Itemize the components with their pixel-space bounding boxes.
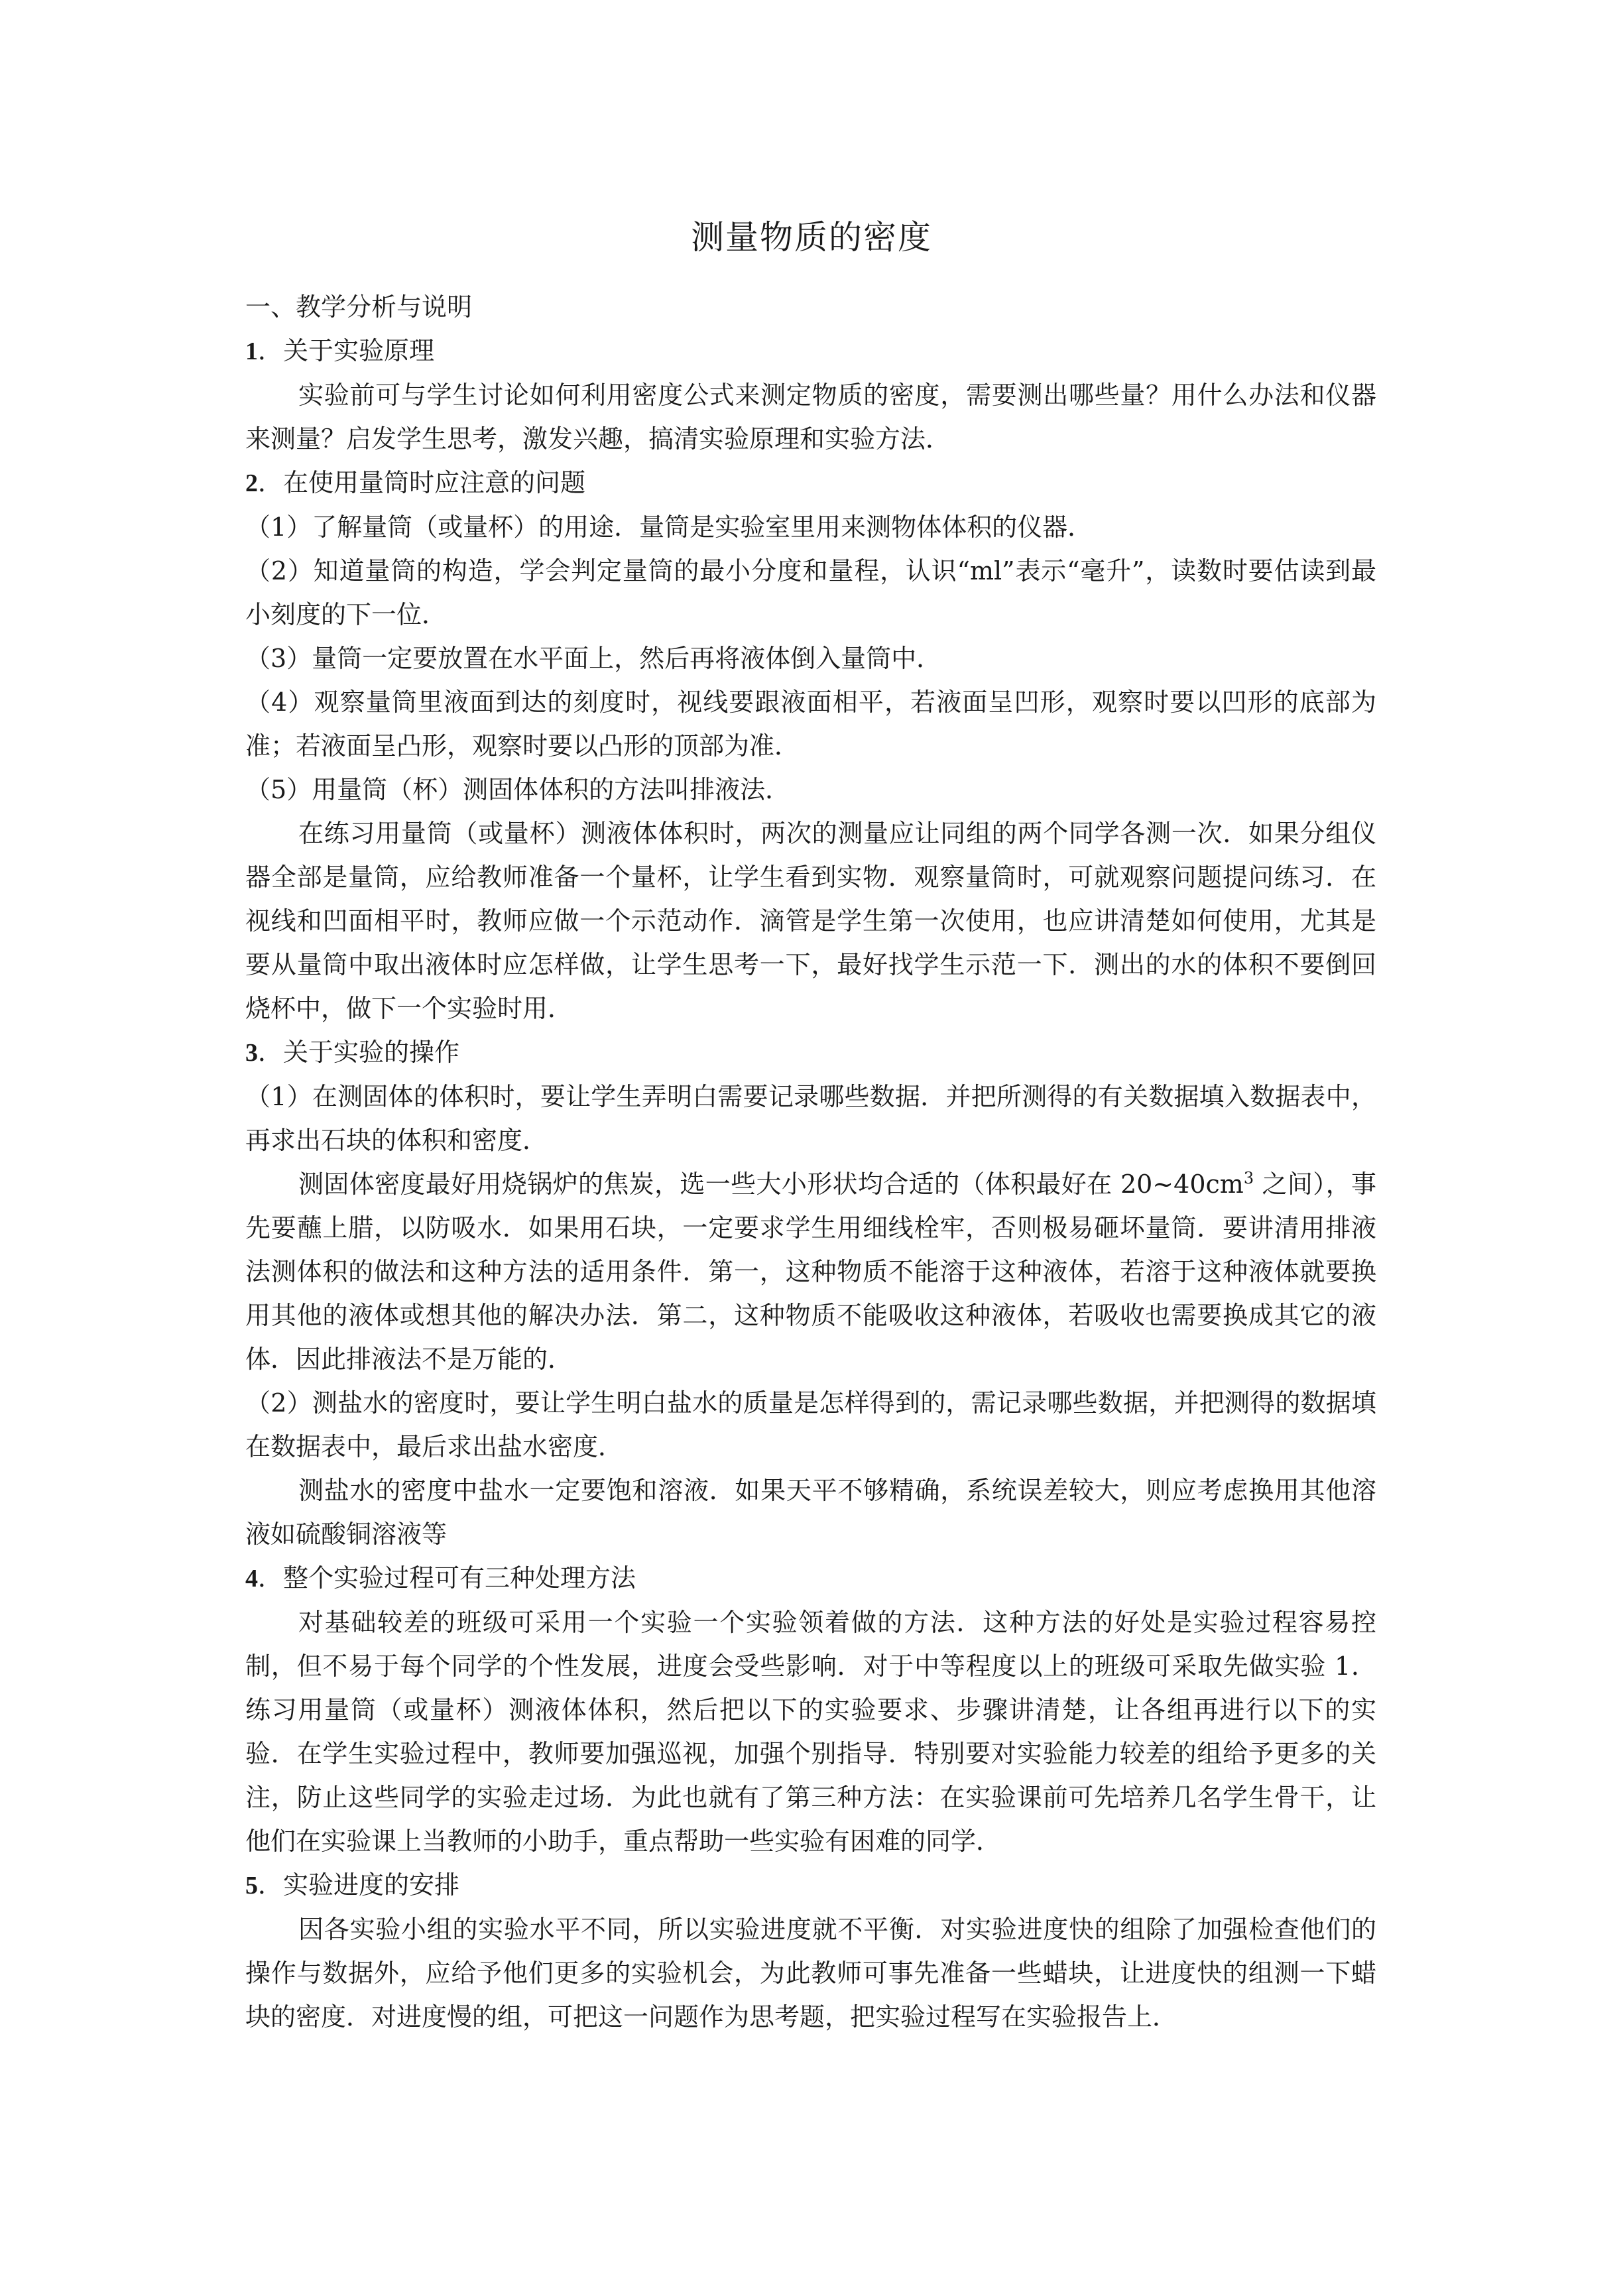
- document-body: [245, 285, 1376, 2039]
- subsection-title: ．关于实验原理: [258, 336, 435, 365]
- list-item: （1）了解量筒（或量杯）的用途．量筒是实验室里用来测物体体积的仪器．: [245, 513, 1093, 542]
- paragraph: 测盐水的密度中盐水一定要饱和溶液．如果天平不够精确，系统误差较大，则应考虑换用其他溶液如硫酸铜溶液等: [245, 1476, 1376, 1549]
- paragraph-text: 测固体密度最好用烧锅炉的焦炭，选一些大小形状均合适的（体积最好在 20~40cm: [298, 1170, 1244, 1199]
- subsection-heading-4: [245, 1556, 1376, 1601]
- paragraph-text: 之间），事先要蘸上腊，以防吸水．如果用石块，一定要求学生用细线栓牢，否则极易砸坏量筒．要讲清用排液法测体积的做法和这种方法的适用条件．第一，这种物质不能溶于这种液体，若溶于这种液体就要换用其他的液体或想其他的解决办法．第二，这种物质不能吸收这种液体，若吸收也需要换成其它的液体．因此排液法不是万能的．: [245, 1170, 1376, 1374]
- list-item: （4）观察量筒里液面到达的刻度时，视线要跟液面相平，若液面呈凹形，观察时要以凹形的底部为准；若液面呈凸形，观察时要以凸形的顶部为准．: [245, 688, 1376, 760]
- paragraph: 对基础较差的班级可采用一个实验一个实验领着做的方法．这种方法的好处是实验过程容易控制，但不易于每个同学的个性发展，进度会受些影响．对于中等程度以上的班级可采取先做实验 1．练习用量筒（或量杯）测液体体积，然后把以下的实验要求、步骤讲清楚，让各组再进行以下的实验．在学生实验过程中，教师要加强巡视，加强个别指导．特别要对实验能力较差的组给予更多的关注，防止这些同学的实验走过场．为此也就有了第三种方法：在实验课前可先培养几名学生骨干，让他们在实验课上当教师的小助手，重点帮助一些实验有困难的同学．: [245, 1608, 1376, 1856]
- subsection-number: 3: [245, 1039, 258, 1067]
- subsection-title: ．在使用量筒时应注意的问题: [258, 468, 586, 497]
- paragraph: 实验前可与学生讨论如何利用密度公式来测定物质的密度，需要测出哪些量？用什么办法和仪器来测量？启发学生思考，激发兴趣，搞清实验原理和实验方法．: [245, 381, 1376, 453]
- list-item: （2）知道量筒的构造，学会判定量筒的最小分度和量程，认识“ml”表示“毫升”，读数时要估读到最小刻度的下一位．: [245, 556, 1376, 629]
- subsection-heading-1: [245, 329, 1376, 373]
- superscript: 3: [1243, 1169, 1254, 1187]
- section-heading: 一、教学分析与说明: [245, 292, 473, 322]
- paragraph: [245, 1162, 1376, 1381]
- subsection-number: 4: [245, 1565, 258, 1593]
- subsection-title: ．关于实验的操作: [258, 1038, 460, 1067]
- list-item: （2）测盐水的密度时，要让学生明白盐水的质量是怎样得到的，需记录哪些数据，并把测得的数据填在数据表中，最后求出盐水密度．: [245, 1388, 1376, 1461]
- subsection-heading-3: [245, 1030, 1376, 1075]
- subsection-number: 2: [245, 469, 258, 497]
- subsection-title: ．实验进度的安排: [258, 1870, 460, 1900]
- subsection-number: 1: [245, 337, 258, 365]
- subsection-number: 5: [245, 1872, 258, 1900]
- list-item: （3）量筒一定要放置在水平面上，然后再将液体倒入量筒中．: [245, 644, 942, 673]
- document-title: 测量物质的密度: [691, 218, 932, 257]
- paragraph: 在练习用量筒（或量杯）测液体体积时，两次的测量应让同组的两个同学各测一次．如果分组仪器全部是量筒，应给教师准备一个量杯，让学生看到实物．观察量筒时，可就观察问题提问练习．在视线和凹面相平时，教师应做一个示范动作．滴管是学生第一次使用，也应讲清楚如何使用，尤其是要从量筒中取出液体时应怎样做，让学生思考一下，最好找学生示范一下．测出的水的体积不要倒回烧杯中，做下一个实验时用．: [245, 819, 1376, 1023]
- list-item: （5）用量筒（杯）测固体体积的方法叫排液法．: [245, 775, 791, 804]
- paragraph: 因各实验小组的实验水平不同，所以实验进度就不平衡．对实验进度快的组除了加强检查他们的操作与数据外，应给予他们更多的实验机会，为此教师可事先准备一些蜡块，让进度快的组测一下蜡块的密度．对进度慢的组，可把这一问题作为思考题，把实验过程写在实验报告上．: [245, 1915, 1376, 2031]
- subsection-title: ．整个实验过程可有三种处理方法: [258, 1563, 636, 1593]
- list-item: （1）在测固体的体积时，要让学生弄明白需要记录哪些数据．并把所测得的有关数据填入数据表中，再求出石块的体积和密度．: [245, 1082, 1376, 1155]
- subsection-heading-2: [245, 461, 1376, 505]
- subsection-heading-5: [245, 1863, 1376, 1907]
